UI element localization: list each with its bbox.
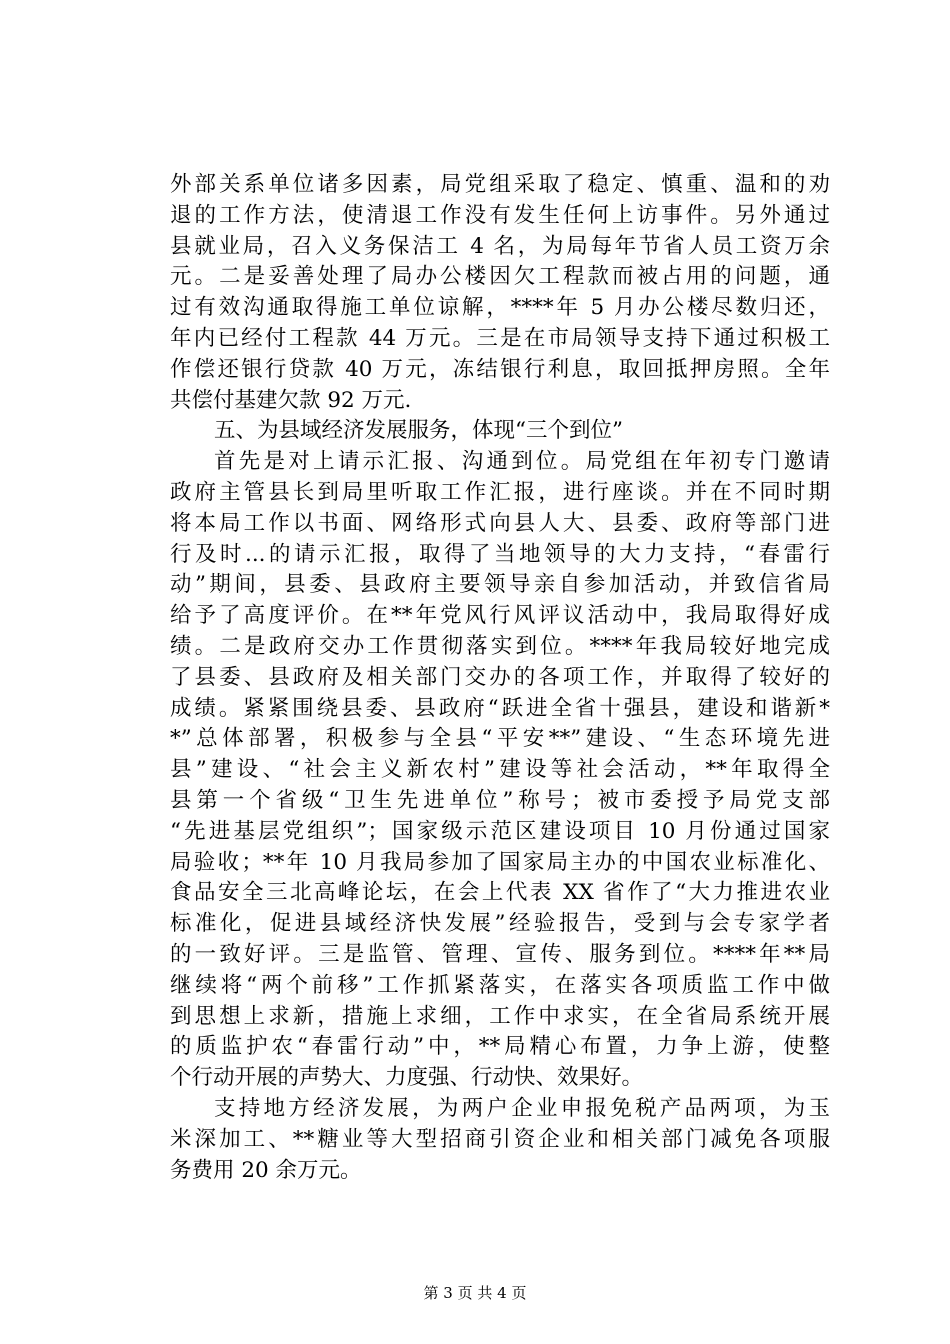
text-line: 的一致好评。三是监管、管理、宣传、服务到位。****年**局 bbox=[170, 941, 830, 967]
text-line: 动”期间，县委、县政府主要领导亲自参加活动，并致信省局 bbox=[170, 572, 830, 598]
page-footer: 第 3 页 共 4 页 bbox=[423, 1284, 527, 1302]
text-line: 继续将“两个前移”工作抓紧落实，在落实各项质监工作中做 bbox=[170, 972, 830, 998]
section-heading: 五、为县域经济发展服务，体现“三个到位” bbox=[214, 418, 623, 444]
text-line: 给予了高度评价。在**年党风行风评议活动中，我局取得好成 bbox=[170, 603, 830, 629]
text-line: 县第一个省级“卫生先进单位”称号；被市委授予局党支部 bbox=[170, 787, 830, 813]
text-line: 食品安全三北高峰论坛，在会上代表 XX 省作了“大力推进农业 bbox=[170, 880, 830, 906]
text-line: 个行动开展的声势大、力度强、行动快、效果好。 bbox=[170, 1065, 644, 1091]
text-line: 元。二是妥善处理了局办公楼因欠工程款而被占用的问题，通 bbox=[170, 264, 830, 290]
text-line: 将本局工作以书面、网络形式向县人大、县委、政府等部门进 bbox=[170, 510, 830, 536]
text-line: 过有效沟通取得施工单位谅解，****年 5 月办公楼尽数归还， bbox=[170, 295, 830, 321]
text-line: 退的工作方法，使清退工作没有发生任何上访事件。另外通过 bbox=[170, 202, 830, 228]
text-line: 支持地方经济发展，为两户企业申报免税产品两项，为玉 bbox=[214, 1095, 830, 1121]
text-line: 县就业局，召入义务保洁工 4 名，为局每年节省人员工资万余 bbox=[170, 233, 830, 259]
text-line: 县”建设、“社会主义新农村”建设等社会活动，**年取得全 bbox=[170, 757, 830, 783]
text-line: 外部关系单位诸多因素，局党组采取了稳定、慎重、温和的劝 bbox=[170, 172, 830, 197]
text-line: 成绩。紧紧围绕县委、县政府“跃进全省十强县，建设和谐新* bbox=[170, 695, 830, 721]
text-line: 行及时...的请示汇报，取得了当地领导的大力支持，“春雷行 bbox=[170, 541, 830, 567]
text-line: 的质监护农“春雷行动”中，**局精心布置，力争上游，使整 bbox=[170, 1034, 830, 1060]
text-line: *”总体部署，积极参与全县“平安**”建设、“生态环境先进 bbox=[170, 726, 830, 752]
text-line: 共偿付基建欠款 92 万元. bbox=[170, 387, 412, 413]
text-line: 政府主管县长到局里听取工作汇报，进行座谈。并在不同时期 bbox=[170, 479, 830, 505]
text-line: 局验收；**年 10 月我局参加了国家局主办的中国农业标准化、 bbox=[170, 849, 830, 875]
text-line: 务费用 20 余万元。 bbox=[170, 1157, 362, 1183]
text-line: 作偿还银行贷款 40 万元，冻结银行利息，取回抵押房照。全年 bbox=[170, 356, 830, 382]
text-line: 首先是对上请示汇报、沟通到位。局党组在年初专门邀请 bbox=[214, 449, 830, 475]
text-line: 标准化，促进县域经济快发展”经验报告，受到与会专家学者 bbox=[170, 911, 830, 937]
text-line: 绩。二是政府交办工作贯彻落实到位。****年我局较好地完成 bbox=[170, 633, 830, 659]
document-body bbox=[170, 170, 830, 1186]
text-line: 了县委、县政府及相关部门交办的各项工作，并取得了较好的 bbox=[170, 664, 830, 690]
text-line: 米深加工、**糖业等大型招商引资企业和相关部门减免各项服 bbox=[170, 1126, 830, 1152]
text-line: 到思想上求新，措施上求细，工作中求实，在全省局系统开展 bbox=[170, 1003, 830, 1029]
text-line: “先进基层党组织”；国家级示范区建设项目 10 月份通过国家 bbox=[170, 818, 830, 844]
text-line: 年内已经付工程款 44 万元。三是在市局领导支持下通过积极工 bbox=[170, 325, 830, 351]
